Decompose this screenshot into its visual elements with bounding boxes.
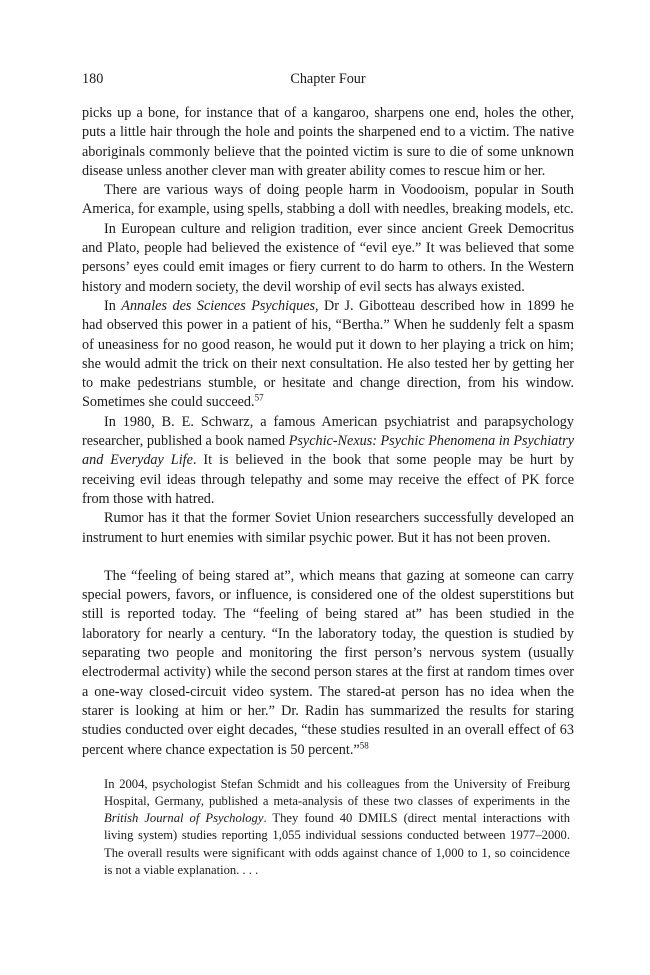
block-quote-text-a: In 2004, psychologist Stefan Schmidt and his colleagues from the University of Freiburg Hospital, Germany, published a meta-analysis of these two classes of experiments in the — [104, 776, 570, 808]
journal-title-annales: Annales des Sciences Psychiques — [121, 297, 316, 314]
paragraph-1: picks up a bone, for instance that of a kangaroo, sharpens one end, holes the other, puts a little hair through the hole and points the sharpened end to a victim. The native aboriginals commonly believe that the pointed victim is sure to die of some unknown disease unless another clever man with greater ability comes to rescue him or her. — [82, 105, 574, 179]
block-quote-text-b: . They found 40 DMILS (direct mental interactions with living system) studies reporting 1,055 individual sessions conducted between 1977–2000. The overall results were significant with odds against chance of 1,000 to 1, so coincidence is not a viable explanation. . . . — [104, 811, 570, 877]
block-quote — [82, 776, 574, 879]
paragraph-5-text-a: In 1980, B. E. Schwarz, a famous American psychiatrist and parapsychology researcher, published a book named — [82, 413, 574, 450]
paragraph-6: Rumor has it that the former Soviet Union researchers successfully developed an instrument to hurt enemies with similar psychic power. But it has not been proven. — [82, 510, 574, 546]
paragraph-4-text-a: In — [104, 297, 122, 314]
paragraph-7 — [82, 567, 574, 760]
block-quote-text — [104, 776, 570, 879]
journal-title-bjp: British Journal of Psychology — [104, 811, 264, 826]
running-header — [82, 70, 574, 90]
section-break — [82, 548, 574, 567]
paragraph-4 — [82, 297, 574, 413]
paragraph-5 — [82, 413, 574, 509]
book-page — [82, 70, 574, 879]
paragraph-2: There are various ways of doing people harm in Voodooism, popular in South America, for example, using spells, stabbing a doll with needles, breaking models, etc. — [82, 182, 574, 218]
paragraph-4-text-b: , Dr J. Gibotteau described how in 1899 he had observed this power in a patient of his, “Bertha.” When he suddenly felt a spasm of uneasiness for no good reason, he would put it down to her playing a trick on him; she would admit the trick on their next consultation. He also tested her by getting her to make pedestrians stumble, or hesitate and change direction, from his window. Sometimes she could succeed. — [82, 297, 574, 411]
paragraph-7-text: The “feeling of being stared at”, which means that gazing at someone can carry special powers, favors, or influence, is considered one of the oldest superstitions but still is reported today. The “feeling of being stared at” has been studied in the laboratory for nearly a century. “In the laboratory today, the question is studied by separating two people and monitoring the first person’s nervous system (usually electrodermal activity) while the second person stares at the first at random times over a one-way closed-circuit video system. The stared-at person has no idea when the starer is looking at him or her.” Dr. Radin has summarized the results for staring studies conducted over eight decades, “these studies resulted in an overall effect of 63 percent where chance expectation is 50 percent.” — [82, 567, 574, 758]
chapter-title: Chapter Four — [290, 71, 366, 87]
paragraph-5-text-b: . It is believed in the book that some people may be hurt by receiving evil ideas through telepathy and some may receive the effect of PK force from those with hatred. — [82, 452, 575, 507]
paragraph-3: In European culture and religion tradition, ever since ancient Greek Democritus and Plato, people had believed the existence of “evil eye.” It was believed that some persons’ eyes could emit images or fiery current to do harm to others. In the Western history and modern society, the devil worship of evil sects has always existed. — [82, 220, 574, 295]
page-number: 180 — [82, 71, 104, 87]
book-title-psychic-nexus: Psychic-Nexus: Psychic Phenomena in Psychiatry and Everyday Life — [82, 433, 574, 469]
footnote-ref-58: 58 — [359, 739, 369, 750]
footnote-ref-57: 57 — [254, 392, 264, 403]
